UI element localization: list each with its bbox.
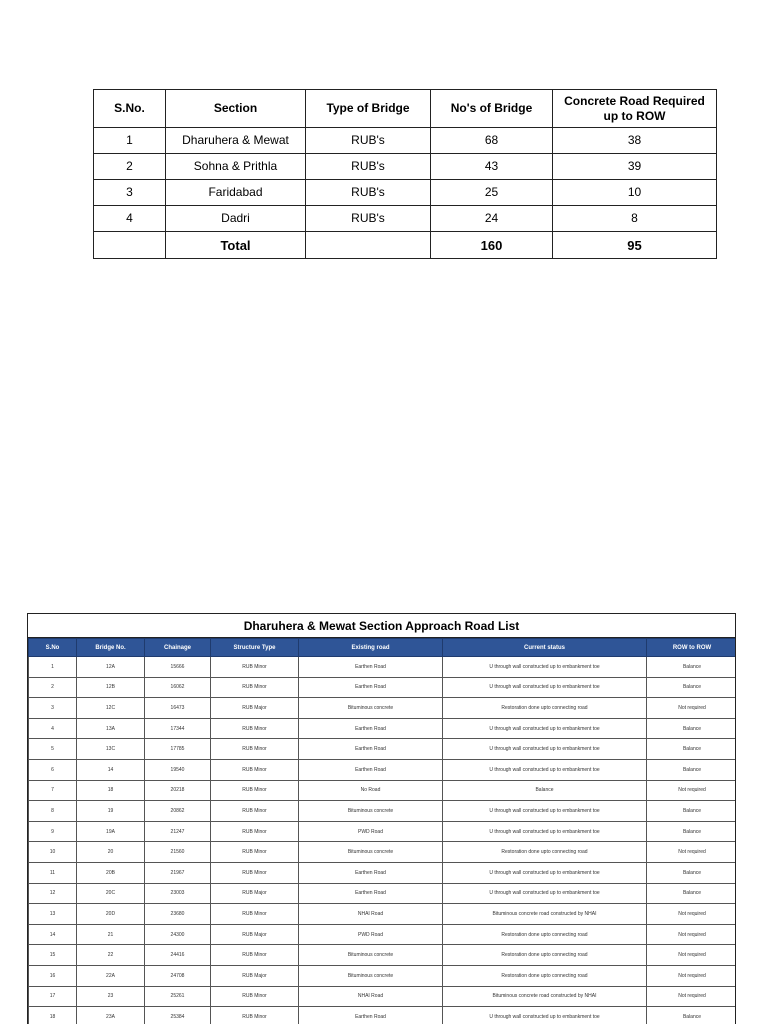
list-cell: Earthen Road (299, 718, 443, 739)
list-cell: Not required (647, 904, 737, 925)
summary-header-cell: No's of Bridge (431, 90, 553, 128)
table-row (29, 657, 737, 678)
summary-total-row (94, 232, 717, 259)
list-cell: 23A (77, 1007, 145, 1024)
summary-cell: 2 (94, 154, 166, 180)
list-cell: PWD Road (299, 821, 443, 842)
table-row (29, 945, 737, 966)
summary-cell: 4 (94, 206, 166, 232)
list-cell: RUB Major (211, 883, 299, 904)
list-cell: Bituminous concrete road constructed by NHAI (443, 986, 647, 1007)
list-cell: Not required (647, 986, 737, 1007)
list-cell: Earthen Road (299, 739, 443, 760)
list-cell: Restoration done upto connecting road (443, 842, 647, 863)
list-cell: RUB Minor (211, 739, 299, 760)
list-cell: 6 (29, 759, 77, 780)
summary-cell: RUB's (306, 154, 431, 180)
list-cell: 25261 (145, 986, 211, 1007)
list-cell: Balance (647, 883, 737, 904)
summary-cell: Faridabad (166, 180, 306, 206)
list-cell: 22A (77, 965, 145, 986)
list-cell: Bituminous concrete road constructed by NHAI (443, 904, 647, 925)
list-cell: Balance (647, 862, 737, 883)
list-cell: Earthen Road (299, 759, 443, 780)
list-cell: 24300 (145, 924, 211, 945)
list-cell: RUB Minor (211, 1007, 299, 1024)
list-cell: 14 (29, 924, 77, 945)
list-cell: Balance (647, 739, 737, 760)
list-cell: 15666 (145, 657, 211, 678)
list-cell: Not required (647, 945, 737, 966)
summary-cell: 38 (553, 128, 717, 154)
list-cell: Earthen Road (299, 883, 443, 904)
list-cell: U through wall constructed up to embankment toe (443, 801, 647, 822)
list-cell: 25384 (145, 1007, 211, 1024)
list-cell: U through wall constructed up to embankment toe (443, 1007, 647, 1024)
table-row (29, 904, 737, 925)
list-cell: RUB Minor (211, 986, 299, 1007)
summary-cell: 68 (431, 128, 553, 154)
summary-row (94, 154, 717, 180)
list-cell: 19540 (145, 759, 211, 780)
summary-row (94, 180, 717, 206)
list-cell: Earthen Road (299, 657, 443, 678)
list-cell: 13 (29, 904, 77, 925)
list-cell: 18 (29, 1007, 77, 1024)
list-cell: 21 (77, 924, 145, 945)
list-cell: Bituminous concrete (299, 842, 443, 863)
table-row (29, 801, 737, 822)
list-cell: 20C (77, 883, 145, 904)
list-cell: 20 (77, 842, 145, 863)
list-cell: Balance (647, 759, 737, 780)
list-cell: 16 (29, 965, 77, 986)
approach-road-list (27, 613, 736, 1024)
summary-header-cell: Type of Bridge (306, 90, 431, 128)
list-cell: Balance (443, 780, 647, 801)
list-cell: 23003 (145, 883, 211, 904)
list-header-row (29, 639, 737, 657)
list-cell: 11 (29, 862, 77, 883)
summary-cell: 43 (431, 154, 553, 180)
list-cell: RUB Major (211, 698, 299, 719)
list-cell: U through wall constructed up to embankment toe (443, 883, 647, 904)
list-cell: 23 (77, 986, 145, 1007)
summary-cell: 39 (553, 154, 717, 180)
list-header-cell: Chainage (145, 639, 211, 657)
list-cell: 20862 (145, 801, 211, 822)
list-cell: 21247 (145, 821, 211, 842)
list-body (29, 657, 737, 1024)
list-cell: 20218 (145, 780, 211, 801)
summary-cell: 8 (553, 206, 717, 232)
list-title: Dharuhera & Mewat Section Approach Road List (28, 614, 735, 638)
list-cell: Bituminous concrete (299, 945, 443, 966)
summary-cell: 24 (431, 206, 553, 232)
summary-cell: 25 (431, 180, 553, 206)
table-row (29, 1007, 737, 1024)
approach-road-table (28, 638, 736, 1024)
list-cell: Bituminous concrete (299, 965, 443, 986)
list-cell: RUB Minor (211, 904, 299, 925)
summary-total-cell (306, 232, 431, 259)
list-cell: U through wall constructed up to embankment toe (443, 657, 647, 678)
list-cell: 17 (29, 986, 77, 1007)
list-cell: Balance (647, 657, 737, 678)
list-cell: Not required (647, 780, 737, 801)
list-cell: 16473 (145, 698, 211, 719)
summary-header-cell: Section (166, 90, 306, 128)
list-header-cell: Existing road (299, 639, 443, 657)
list-cell: RUB Minor (211, 801, 299, 822)
list-cell: 7 (29, 780, 77, 801)
list-cell: 12C (77, 698, 145, 719)
summary-header-row (94, 90, 717, 128)
list-cell: RUB Minor (211, 821, 299, 842)
list-cell: RUB Major (211, 965, 299, 986)
list-cell: Not required (647, 842, 737, 863)
list-cell: Earthen Road (299, 677, 443, 698)
list-cell: PWD Road (299, 924, 443, 945)
summary-cell: 10 (553, 180, 717, 206)
list-cell: 17344 (145, 718, 211, 739)
list-cell: 24416 (145, 945, 211, 966)
list-cell: 22 (77, 945, 145, 966)
list-header-cell: S.No (29, 639, 77, 657)
summary-header-cell: Concrete Road Required up to ROW (553, 90, 717, 128)
table-row (29, 759, 737, 780)
table-row (29, 718, 737, 739)
table-row (29, 780, 737, 801)
table-row (29, 677, 737, 698)
summary-cell: 1 (94, 128, 166, 154)
list-cell: U through wall constructed up to embankment toe (443, 759, 647, 780)
list-cell: 12B (77, 677, 145, 698)
summary-cell: Dadri (166, 206, 306, 232)
list-cell: U through wall constructed up to embankment toe (443, 821, 647, 842)
list-cell: 2 (29, 677, 77, 698)
list-cell: U through wall constructed up to embankment toe (443, 739, 647, 760)
table-row (29, 842, 737, 863)
list-cell: 12 (29, 883, 77, 904)
list-cell: Earthen Road (299, 862, 443, 883)
list-cell: Balance (647, 821, 737, 842)
list-header-cell: Current status (443, 639, 647, 657)
list-cell: Not required (647, 698, 737, 719)
list-cell: 12A (77, 657, 145, 678)
list-cell: Balance (647, 801, 737, 822)
list-cell: Balance (647, 1007, 737, 1024)
list-cell: 21967 (145, 862, 211, 883)
summary-body (94, 128, 717, 259)
list-cell: Restoration done upto connecting road (443, 924, 647, 945)
table-row (29, 883, 737, 904)
list-cell: 9 (29, 821, 77, 842)
list-cell: Restoration done upto connecting road (443, 698, 647, 719)
list-cell: RUB Minor (211, 780, 299, 801)
table-row (29, 965, 737, 986)
list-cell: U through wall constructed up to embankment toe (443, 677, 647, 698)
table-row (29, 986, 737, 1007)
summary-cell: RUB's (306, 180, 431, 206)
list-cell: 18 (77, 780, 145, 801)
table-row (29, 924, 737, 945)
summary-cell: 3 (94, 180, 166, 206)
list-cell: U through wall constructed up to embankment toe (443, 718, 647, 739)
summary-header-cell: S.No. (94, 90, 166, 128)
summary-cell: Sohna & Prithla (166, 154, 306, 180)
list-cell: Balance (647, 677, 737, 698)
list-cell: 24708 (145, 965, 211, 986)
list-cell: 17785 (145, 739, 211, 760)
summary-row (94, 128, 717, 154)
list-cell: Restoration done upto connecting road (443, 965, 647, 986)
list-header-cell: Structure Type (211, 639, 299, 657)
list-cell: RUB Minor (211, 759, 299, 780)
list-cell: 16062 (145, 677, 211, 698)
list-cell: RUB Minor (211, 657, 299, 678)
list-cell: Not required (647, 924, 737, 945)
list-cell: RUB Major (211, 924, 299, 945)
table-row (29, 821, 737, 842)
list-header-cell: Bridge No. (77, 639, 145, 657)
summary-cell: RUB's (306, 206, 431, 232)
list-cell: 23680 (145, 904, 211, 925)
list-cell: 13C (77, 739, 145, 760)
list-cell: 3 (29, 698, 77, 719)
list-cell: 1 (29, 657, 77, 678)
list-cell: 5 (29, 739, 77, 760)
table-row (29, 862, 737, 883)
table-row (29, 698, 737, 719)
list-cell: 14 (77, 759, 145, 780)
list-cell: 20D (77, 904, 145, 925)
list-cell: Restoration done upto connecting road (443, 945, 647, 966)
list-cell: NHAI Road (299, 904, 443, 925)
list-cell: 19 (77, 801, 145, 822)
list-cell: RUB Minor (211, 677, 299, 698)
list-cell: 19A (77, 821, 145, 842)
list-header-cell: ROW to ROW (647, 639, 737, 657)
list-cell: 4 (29, 718, 77, 739)
summary-cell: RUB's (306, 128, 431, 154)
table-row (29, 739, 737, 760)
list-cell: No Road (299, 780, 443, 801)
list-cell: Not required (647, 965, 737, 986)
summary-table (93, 89, 717, 259)
list-cell: 15 (29, 945, 77, 966)
summary-total-cell: 160 (431, 232, 553, 259)
list-cell: Balance (647, 718, 737, 739)
list-cell: NHAI Road (299, 986, 443, 1007)
list-cell: 10 (29, 842, 77, 863)
summary-total-cell: Total (166, 232, 306, 259)
list-cell: RUB Minor (211, 862, 299, 883)
list-cell: Bituminous concrete (299, 698, 443, 719)
list-cell: RUB Minor (211, 718, 299, 739)
list-cell: Bituminous concrete (299, 801, 443, 822)
list-cell: 21560 (145, 842, 211, 863)
summary-cell: Dharuhera & Mewat (166, 128, 306, 154)
list-cell: RUB Minor (211, 945, 299, 966)
list-cell: U through wall constructed up to embankment toe (443, 862, 647, 883)
summary-total-cell: 95 (553, 232, 717, 259)
summary-total-cell (94, 232, 166, 259)
summary-row (94, 206, 717, 232)
list-cell: Earthen Road (299, 1007, 443, 1024)
list-cell: 13A (77, 718, 145, 739)
list-cell: 20B (77, 862, 145, 883)
list-cell: RUB Minor (211, 842, 299, 863)
list-cell: 8 (29, 801, 77, 822)
